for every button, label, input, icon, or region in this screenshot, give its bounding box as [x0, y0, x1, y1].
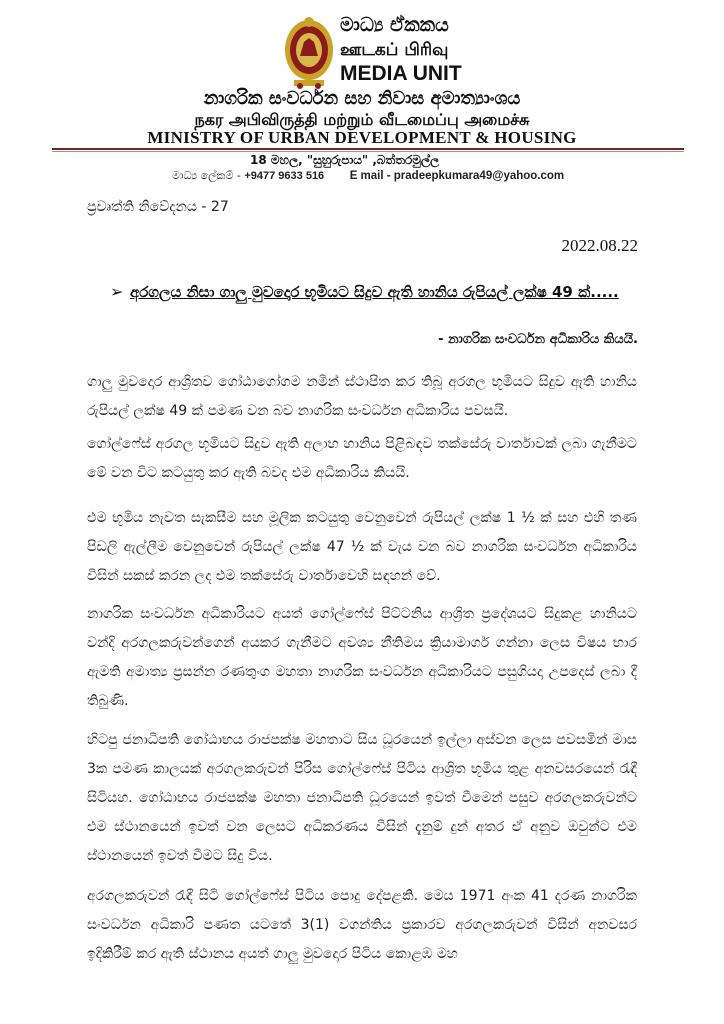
letterhead-divider-thin	[52, 151, 684, 152]
contact-line	[172, 169, 564, 183]
paragraph: ගෝල්ෆේස් අරගල භූමියට සිදුව ඇති අලාභ හානිය පිළිබඳව තක්සේරු වාර්තාවක් ලබා ගැනීමට මේ වන විට කටයුතු කර ඇති බවද එම අධිකාරිය කියයි.	[87, 436, 637, 481]
release-date: 2022.08.22	[561, 236, 638, 255]
ministry-sinhala: නාගරික සංවර්ධන සහ නිවාස අමාත්‍යාංශය	[203, 88, 521, 109]
letterhead	[0, 0, 724, 190]
secretary-label: මාධ්‍ය ලේකම් -	[172, 169, 241, 182]
ministry-tamil: நகர அபிவிருத்தி மற்றும் வீடமைப்பு அமைச்சு	[194, 110, 530, 129]
sri-lanka-emblem-icon	[282, 12, 336, 92]
media-unit-english: MEDIA UNIT	[340, 62, 462, 85]
byline: - නාගරික සංවර්ධන අධිකාරිය කියයි.	[438, 332, 638, 347]
email-address: E mail - pradeepkumara49@yahoo.com	[349, 170, 565, 182]
paragraph: ගාලු මුවදොර ආශ්‍රිතව ගෝඨාගෝගම නමින් ස්ථාපිත කර තිබූ අරගල භූමියට සිදුව ඇති හානිය රුපියල් ලක්ෂ 49 ක් පමණ වන බව නාගරික සංවර්ධන අධිකාරිය පවසයි.	[87, 374, 637, 419]
paragraph: එම භූමිය නැවත සැකසීම සහ මූලික කටයුතු වෙනුවෙන් රුපියල් ලක්ෂ 1 ½ ක් සහ එහි තණ පිඩලි ඇල්ලීම වෙනුවෙන් රුපියල් ලක්ෂ 47 ½ ක් වැය වන බව නාගරික සංවර්ධන අධිකාරිය විසින් සකස් කරන ලද එම තක්සේරු වාර්තාවෙහි සඳහන් වේ.	[87, 510, 637, 584]
headline	[110, 280, 640, 304]
notice-number: ප්‍රවෘත්ති නිවේදනය - 27	[87, 199, 229, 215]
letterhead-divider	[52, 148, 684, 150]
arrow-bullet-icon: ➢	[110, 282, 124, 301]
headline-text: අරගලය නිසා ගාලු මුවදොර භූමියට සිදුව ඇති හානිය රුපියල් ලක්ෂ 49 ක්.....	[130, 283, 619, 301]
phone-number: +9477 9633 516	[244, 170, 325, 182]
paragraph: හිටපු ජනාධිපති ගෝඨාභය රාජපක්ෂ මහතාට සිය ධූරයෙන් ඉල්ලා අස්වන ලෙස පවසමින් මාස 3ක පමණ කාලයක් අරගලකරුවන් පිරිස ගෝල්ෆේස් පිටිය ආශ්‍රිත භූමිය තුළ අනවසරයෙන් රැඳී සිටියහ. ගෝඨාභය රාජපක්ෂ මහතා ජනාධිපති ධූරයෙන් ඉවත් වීමෙන් පසුව අරගලකරුවන්ට එම ස්ථානයෙන් ඉවත් වන ලෙසට අධිකරණය විසින් දැනුම් දුන් අතර ඒ අනුව ඔවුන්ට එම ස්ථානයෙන් ඉවත් වීමට සිදු විය.	[87, 732, 637, 864]
ministry-english: MINISTRY OF URBAN DEVELOPMENT & HOUSING	[147, 128, 577, 147]
media-unit-tamil: ஊடகப் பிரிவு	[340, 40, 449, 60]
media-unit-sinhala: මාධ්‍ය ඒකකය	[340, 14, 449, 36]
paragraph: අරගලකරුවන් රැඳී සිටි ගෝල්ෆේස් පිටිය පොදු දේපළකි. මෙය 1971 අංක 41 දරණ නාගරික සංවර්ධන අධිකාරි පණත යටතේ 3(1) වගන්තිය ප්‍රකාරව අරගලකරුවන් විසින් අනවසර ඉදිකිරීම් කර ඇති ස්ථානය අයත් ගාලු මුවදොර පිටිය කොළඹ මහ	[87, 888, 637, 962]
office-address: 18 මහල, "සුහුරුපාය" ,බත්තරමුල්ල	[250, 153, 440, 167]
paragraph: නාගරික සංවර්ධන අධිකාරියට අයත් ගෝල්ෆේස් පිට්ටනිය ආශ්‍රිත ප්‍රදේශයට සිදුකළ හානියට වන්දි අරගලකරුවන්ගෙන් අයකර ගැනීමට අවශ්‍ය නීතිමය ක්‍රියාමාර්ග ගන්නා ලෙස විෂය භාර ඇමති අමාත්‍ය ප්‍රසන්න රණතුංග මහතා නාගරික සංවර්ධන අධිකාරියට පසුගියදා උපදෙස් ලබා දී තිබුණි.	[87, 606, 637, 709]
